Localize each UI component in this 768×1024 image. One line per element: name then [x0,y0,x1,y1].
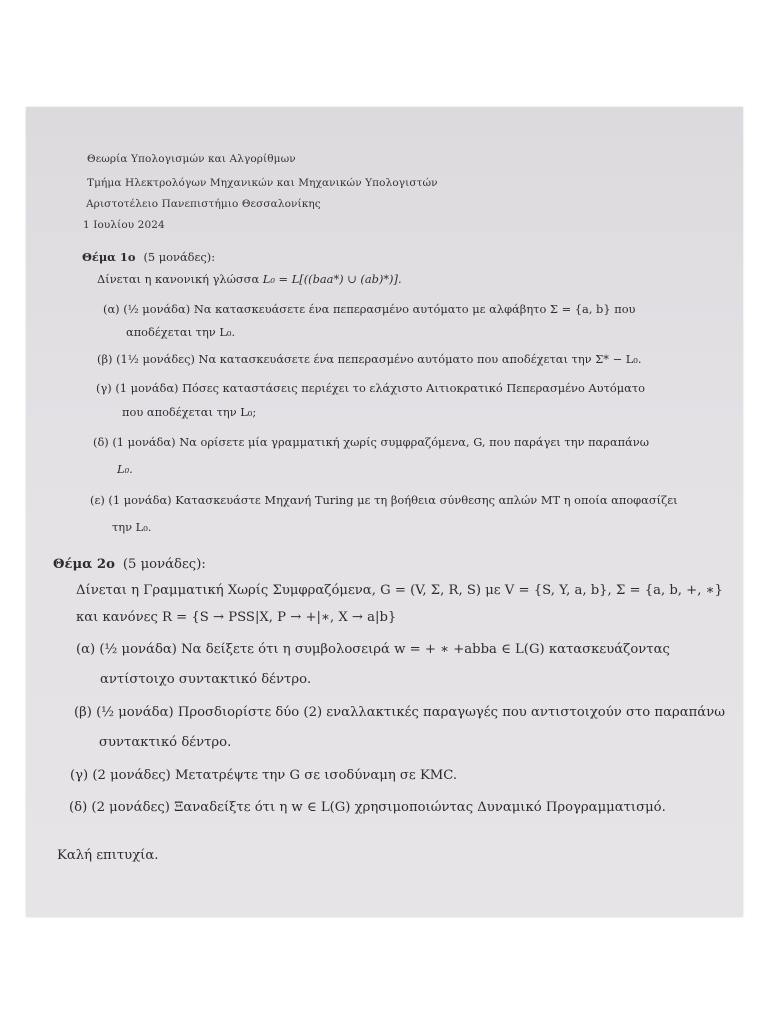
topic2-item-c [70,768,457,783]
item-text: Μετατρέψτε την G σε ισοδύναμη σε ΚΜC. [175,768,458,783]
topic2-item-d [69,800,666,815]
department-name: Τμήμα Ηλεκτρολόγων Μηχανικών και Μηχανικών Υπολογιστών [87,177,438,189]
closing-text: Καλή επιτυχία. [57,848,159,863]
item-label: (α) (½ μονάδα) [76,642,177,657]
topic1-intro-text: Δίνεται η κανονική γλώσσα [97,272,260,286]
topic1-item-d-cont: L₀. [117,462,133,476]
topic2-item-a-cont: αντίστοιχο συντακτικό δέντρο. [100,672,312,687]
item-label: (δ) (1 μονάδα) [93,435,176,449]
item-label: (δ) (2 μονάδες) [69,800,170,815]
item-label: (γ) (1 μονάδα) [96,381,179,395]
exam-date: 1 Ιουλίου 2024 [83,219,165,231]
topic2-points: (5 μονάδες): [122,557,206,572]
item-text: Να δείξετε ότι η συμβολοσειρά w = + ∗ +abba ∈ L(G) κατασκευάζοντας [181,642,670,657]
topic1-points: (5 μονάδες): [143,250,216,264]
course-title: Θεωρία Υπολογισμών και Αλγορίθμων [87,153,296,165]
topic1-item-a [103,302,635,316]
topic2-item-b-cont: συντακτικό δέντρο. [99,735,232,750]
topic2-heading [53,557,206,572]
topic1-heading [82,250,215,264]
topic2-intro-line2: και κανόνες R = {S → PSS|X, P → +|∗, X → a|b} [76,610,397,625]
topic1-item-b [97,352,642,366]
topic1-item-e [90,493,678,507]
topic1-item-d [93,435,649,449]
topic2-intro-line1: Δίνεται η Γραμματική Χωρίς Συμφραζόμενα, G = (V, Σ, R, S) με V = {S, Y, a, b}, Σ = {a, b, +, ∗} [76,583,723,598]
item-label: (γ) (2 μονάδες) [70,768,171,783]
item-text: Ξαναδείξτε ότι η w ∈ L(G) χρησιμοποιώντας Δυναμικό Προγραμματισμό. [174,800,666,815]
topic1-item-c [96,381,645,395]
topic1-item-c-cont: που αποδέχεται την L₀; [122,405,257,419]
topic1-intro-math: L₀ = L[((baa*) ∪ (ab)*)]. [262,272,402,286]
topic2-item-a [76,642,670,657]
topic2-title: Θέμα 2ο [53,557,115,572]
topic1-item-e-cont: την L₀. [112,520,152,534]
item-text: Να ορίσετε μία γραμματική χωρίς συμφραζόμενα, G, που παράγει την παραπάνω [179,435,650,449]
topic1-item-a-cont: αποδέχεται την L₀. [126,325,236,339]
item-label: (β) (½ μονάδα) [74,705,174,720]
topic2-item-b [74,705,725,720]
item-label: (β) (1½ μονάδες) [97,352,195,366]
item-label: (α) (½ μονάδα) [103,302,191,316]
university-name: Αριστοτέλειο Πανεπιστήμιο Θεσσαλονίκης [86,198,321,210]
item-label: (ε) (1 μονάδα) [90,493,172,507]
item-text: Κατασκευάστε Μηχανή Turing με τη βοήθεια σύνθεσης απλών ΜΤ η οποία αποφασίζει [175,493,678,507]
topic1-intro [97,272,402,286]
item-text: Να κατασκευάσετε ένα πεπερασμένο αυτόματο που αποδέχεται την Σ* − L₀. [198,352,642,366]
item-text: Προσδιορίστε δύο (2) εναλλακτικές παραγωγές που αντιστοιχούν στο παραπάνω [177,705,725,720]
topic1-title: Θέμα 1ο [82,250,136,264]
item-text: Πόσες καταστάσεις περιέχει το ελάχιστο Αιτιοκρατικό Πεπερασμένο Αυτόματο [182,381,646,395]
item-text: Να κατασκευάσετε ένα πεπερασμένο αυτόματο με αλφάβητο Σ = {a, b} που [193,302,636,316]
